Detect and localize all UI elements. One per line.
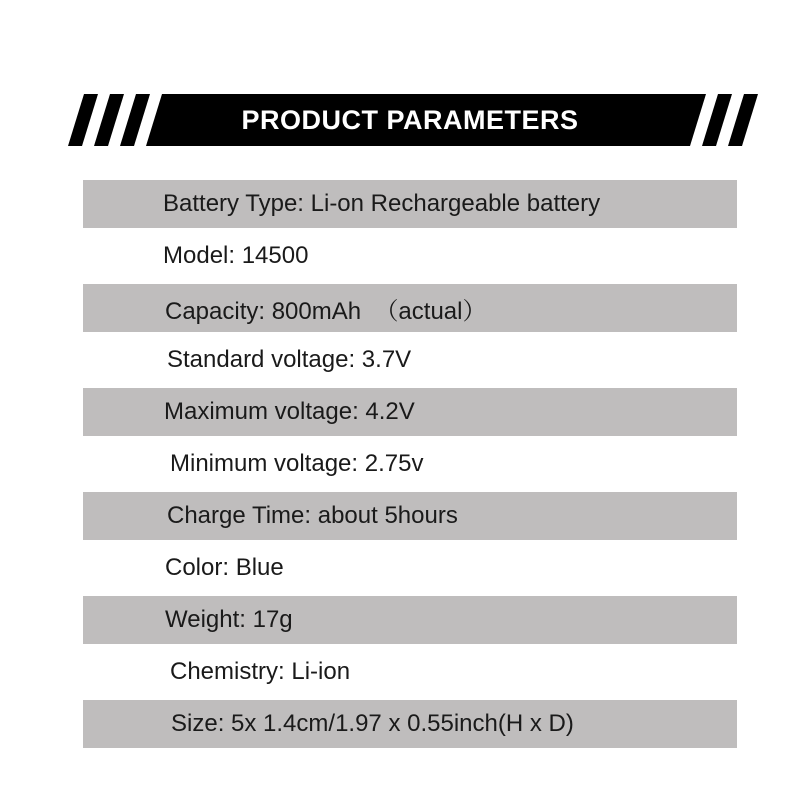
- param-text: Maximum voltage: 4.2V: [164, 398, 415, 425]
- param-row-size: [83, 700, 737, 748]
- param-text: Capacity: 800mAh （actual）: [165, 297, 487, 325]
- header-banner: [60, 90, 760, 150]
- param-row-weight: [83, 596, 737, 644]
- param-text: Standard voltage: 3.7V: [167, 346, 412, 373]
- parameter-list: [83, 180, 737, 752]
- param-text: Chemistry: Li-ion: [170, 658, 351, 685]
- param-row-minimum-voltage: [83, 440, 737, 488]
- param-row-standard-voltage: [83, 336, 737, 384]
- param-row-model: [83, 232, 737, 280]
- param-row-color: [83, 544, 737, 592]
- param-row-maximum-voltage: [83, 388, 737, 436]
- param-row-charge-time: [83, 492, 737, 540]
- param-text: Minimum voltage: 2.75v: [170, 450, 424, 477]
- param-row-chemistry: [83, 648, 737, 696]
- param-text: Model: 14500: [163, 242, 309, 269]
- param-text: Size: 5x 1.4cm/1.97 x 0.55inch(H x D): [171, 710, 574, 737]
- param-row-battery-type: [83, 180, 737, 228]
- param-text: Weight: 17g: [165, 606, 293, 633]
- param-text: Charge Time: about 5hours: [167, 502, 458, 529]
- param-text: Color: Blue: [165, 554, 284, 581]
- page-title: PRODUCT PARAMETERS: [241, 104, 579, 135]
- param-row-capacity: [83, 284, 737, 332]
- param-text: Battery Type: Li-on Rechargeable battery: [163, 190, 601, 217]
